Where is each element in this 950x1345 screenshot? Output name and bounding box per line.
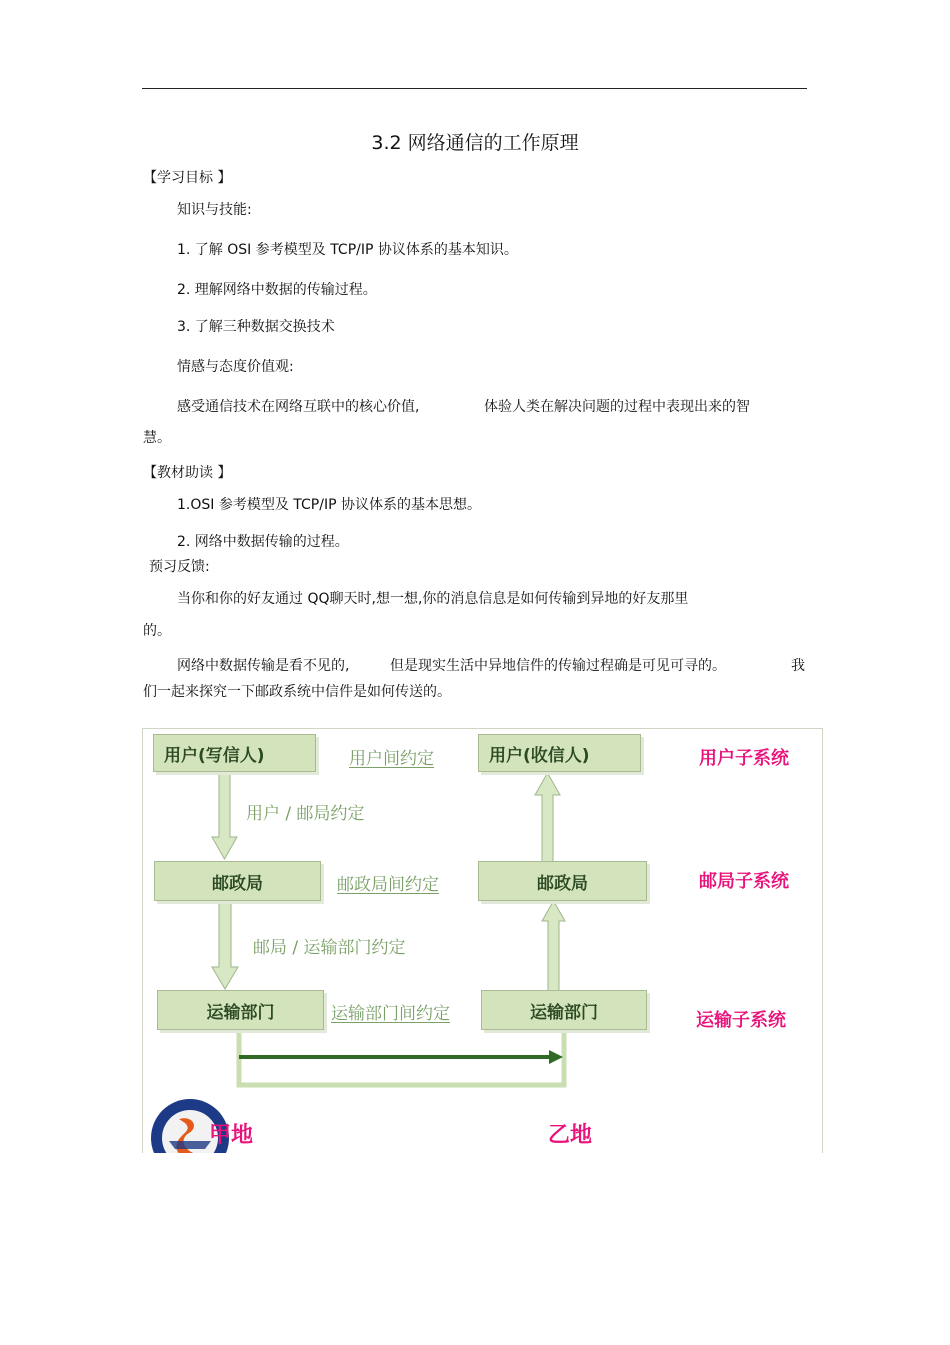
- label-user-post-protocol: 用户 / 邮局约定: [246, 804, 365, 824]
- label-post-subsystem: 邮局子系统: [699, 871, 789, 892]
- box-user-writer: 用户(写信人): [153, 734, 316, 772]
- paragraph-text-a: 网络中数据传输是看不见的,: [177, 658, 350, 674]
- box-post-office-left: 邮政局: [154, 861, 321, 901]
- down-arrow-upper-left: [212, 773, 237, 859]
- box-transport-right: 运输部门: [481, 990, 647, 1030]
- label-user-protocol: 用户间约定: [349, 749, 434, 769]
- label-post-protocol: 邮政局间约定: [337, 875, 439, 895]
- header-rule: [142, 88, 807, 89]
- label-user-subsystem: 用户子系统: [699, 748, 789, 769]
- up-arrow-lower-right: [542, 901, 565, 991]
- goal-item-1: 1. 了解 OSI 参考模型及 TCP/IP 协议体系的基本知识。: [177, 242, 518, 258]
- goal-item-2: 2. 理解网络中数据的传输过程。: [177, 282, 377, 298]
- guide-heading: 【教材助读 】: [143, 465, 232, 481]
- preview-text-b: 的。: [143, 623, 171, 639]
- paragraph-text-d: 们一起来探究一下邮政系统中信件是如何传送的。: [143, 684, 451, 700]
- diagram-arrows: [143, 729, 822, 1153]
- values-text-c: 慧。: [143, 430, 171, 446]
- down-arrow-lower-left: [212, 901, 238, 989]
- box-post-office-right: 邮政局: [478, 861, 647, 901]
- guide-item-2: 2. 网络中数据传输的过程。: [177, 534, 349, 550]
- guide-item-1: 1.OSI 参考模型及 TCP/IP 协议体系的基本思想。: [177, 497, 481, 513]
- preview-heading: 预习反馈:: [149, 559, 210, 575]
- label-transport-subsystem: 运输子系统: [696, 1010, 786, 1031]
- paragraph-text-c: 我: [791, 658, 805, 674]
- postal-system-diagram: [142, 728, 823, 1153]
- transfer-arrow-head: [549, 1050, 563, 1064]
- box-user-reader: 用户(收信人): [478, 734, 641, 772]
- page-title: 3.2 网络通信的工作原理: [371, 132, 579, 154]
- box-transport-left: 运输部门: [157, 990, 324, 1030]
- label-post-transport-protocol: 邮局 / 运输部门约定: [253, 938, 406, 958]
- preview-text-a: 当你和你的好友通过 QQ聊天时,想一想,你的消息信息是如何传输到异地的好友那里: [177, 591, 689, 607]
- skills-heading: 知识与技能:: [177, 202, 252, 218]
- up-arrow-upper-right: [535, 773, 560, 862]
- goal-heading: 【学习目标 】: [143, 170, 232, 186]
- label-place-a: 甲地: [209, 1123, 254, 1148]
- label-transport-protocol: 运输部门间约定: [331, 1004, 450, 1024]
- paragraph-text-b: 但是现实生活中异地信件的传输过程确是可见可寻的。: [390, 658, 726, 674]
- label-place-b: 乙地: [548, 1123, 593, 1148]
- values-text-a: 感受通信技术在网络互联中的核心价值,: [177, 399, 420, 415]
- values-text-b: 体验人类在解决问题的过程中表现出来的智: [484, 399, 750, 415]
- goal-item-3: 3. 了解三种数据交换技术: [177, 319, 335, 335]
- values-heading: 情感与态度价值观:: [177, 359, 294, 375]
